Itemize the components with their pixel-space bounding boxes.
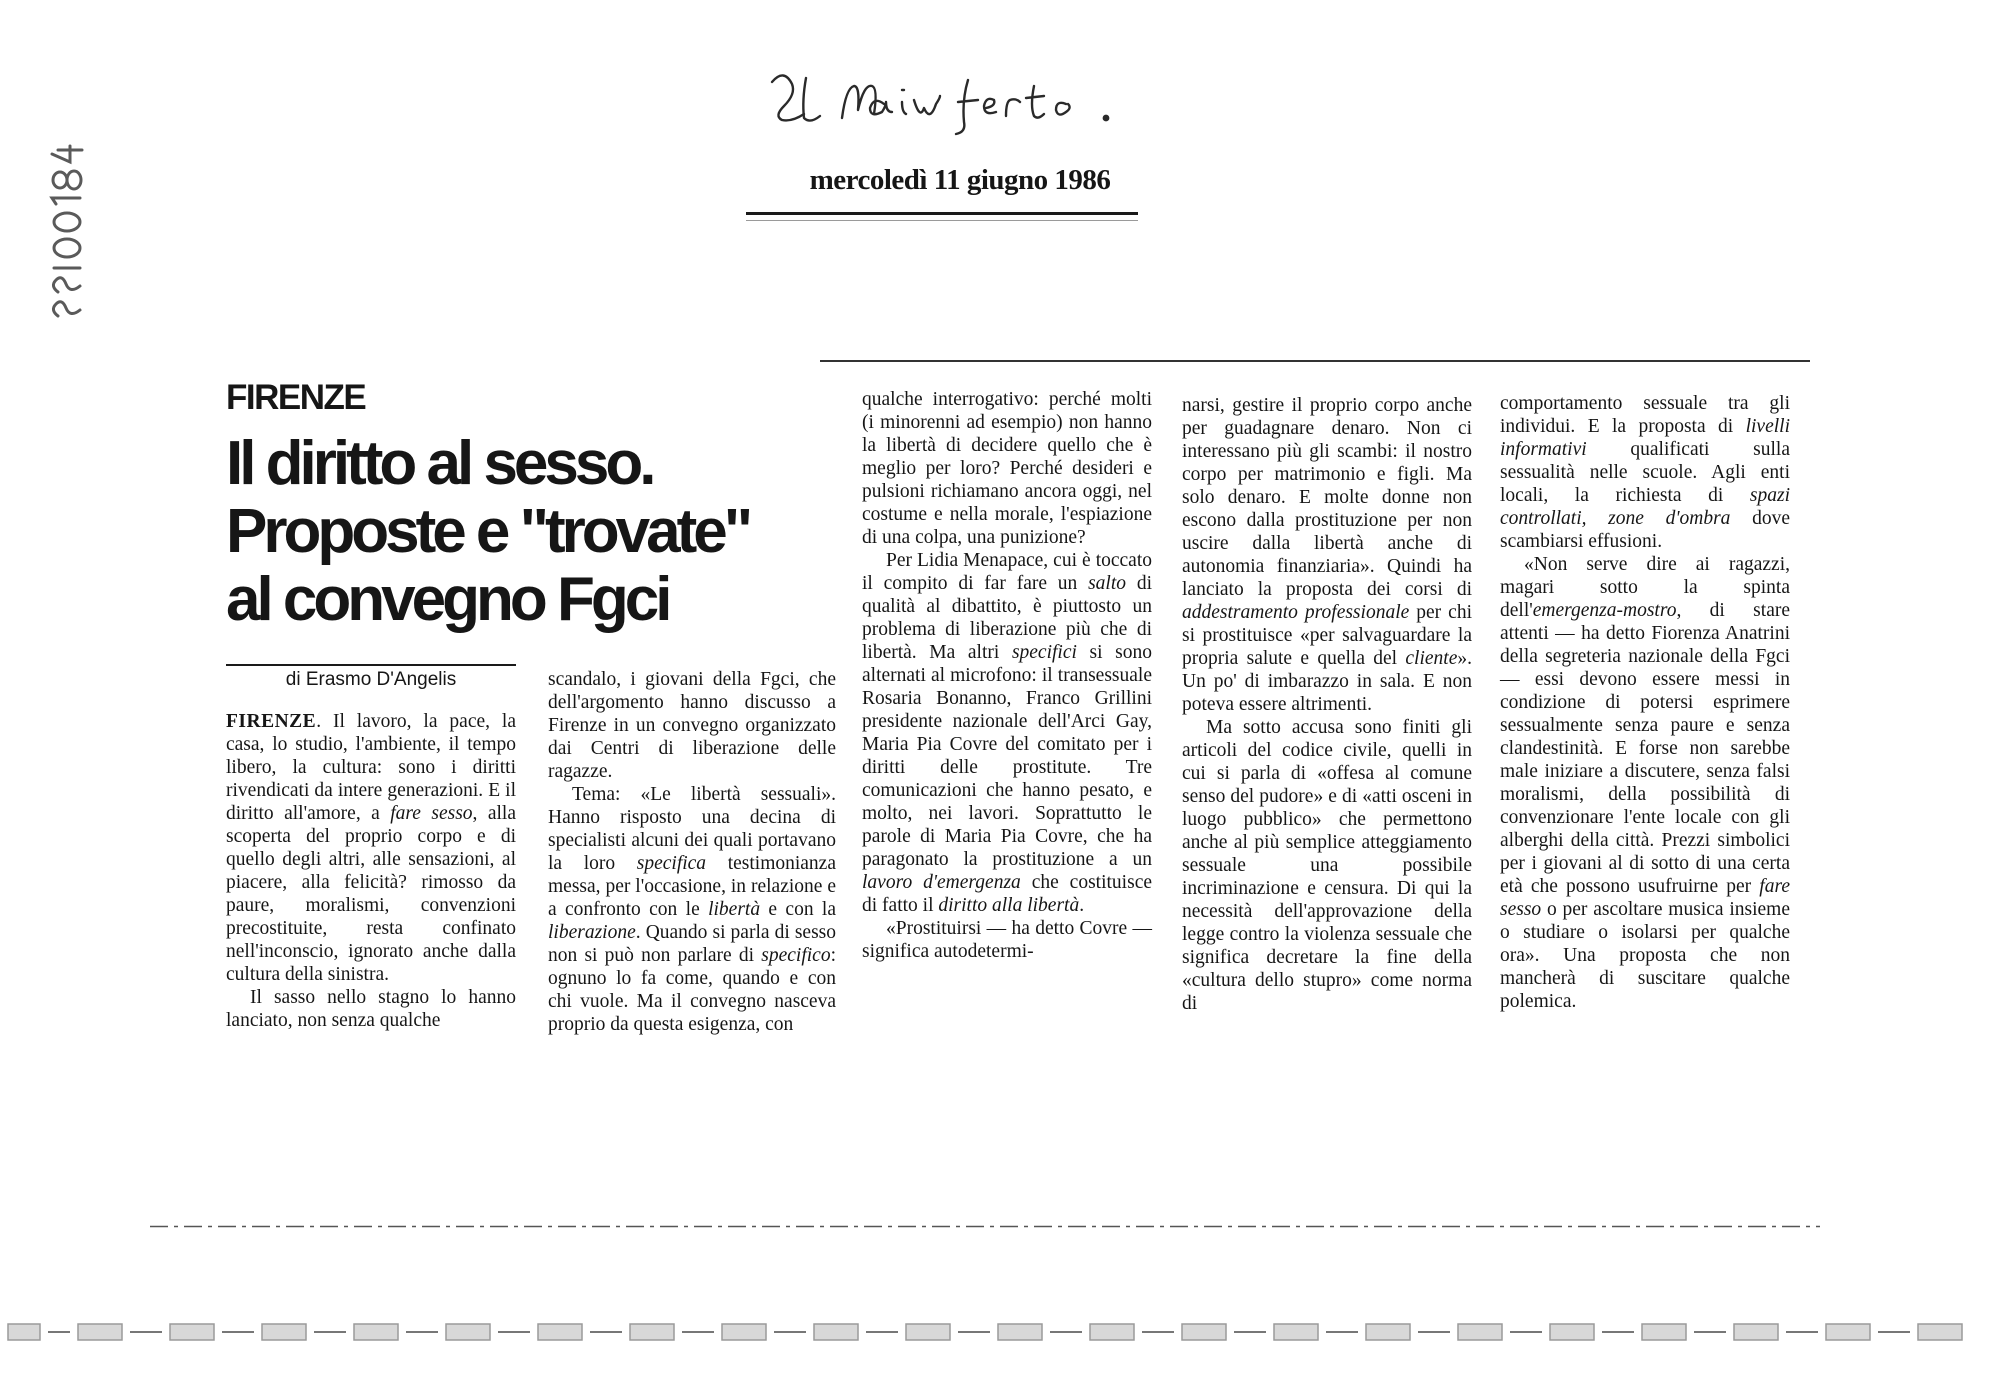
dateline: mercoledì 11 giugno 1986 — [809, 164, 1111, 196]
headline — [226, 430, 826, 634]
article-paragraph: FIRENZE. Il lavoro, la pace, la casa, lo studio, l'ambiente, il tempo libero, la cultura: sono i diritti rivendicati da intere generazioni. E il diritto all'amore, a fare sesso, alla scoperta del proprio corpo e di quello degli altri, alle sensazioni, al piacere, alla felicità? rimosso da paure, moralismi, convenzioni precostituite, resta confinato nell'inconscio, ignorato anche dalla cultura della sinistra. — [226, 711, 516, 985]
top-separator — [820, 360, 1810, 362]
article-column — [226, 710, 516, 1032]
kicker: FIRENZE — [226, 378, 366, 417]
article-paragraph: narsi, gestire il proprio corpo anche per guadagnare denaro. Non ci interessano più gli scambi: il nostro corpo per matrimonio e figli. Ma solo denaro. E molte donne non escono dalla prostituzione per non uscire dalla libertà anche di autonomia finanziaria». Quindi ha lanciato la proposta dei corsi di addestramento professionale per chi si prostituisce «per salvaguardare la propria salute e quella del cliente». Un po' di imbarazzo in sala. E non poteva essere altrimenti. — [1182, 395, 1472, 715]
article-paragraph: scandalo, i giovani della Fgci, che dell'argomento hanno discusso a Firenze in un convegno organizzato dai Centri di liberazione delle ragazze. — [548, 669, 836, 782]
article-column — [1182, 394, 1472, 1015]
archive-code-handwriting — [30, 95, 120, 325]
headline-line: Proposte e "trovate" — [226, 497, 750, 566]
article-paragraph: «Prostituirsi — ha detto Covre — significa autodetermi- — [862, 918, 1152, 962]
byline-rule — [226, 664, 516, 666]
article-paragraph: Tema: «Le libertà sessuali». Hanno risposto una decina di specialisti alcuni dei quali portavano la loro specifica testimonianza messa, per l'occasione, in relazione e a confronto con le libertà e con la liberazione. Quando si parla di sesso non si può non parlare di specifico: ognuno lo fa come, quando e con chi vuole. Ma il convegno nasceva proprio da questa esigenza, con — [548, 784, 836, 1035]
masthead-rule-shadow — [746, 220, 1138, 221]
article-paragraph: Il sasso nello stagno lo hanno lanciato, non senza qualche — [226, 987, 516, 1031]
scanner-strip — [0, 1318, 2000, 1348]
article-paragraph: «Non serve dire ai ragazzi, magari sotto la spinta dell'emergenza-mostro, di stare attenti — ha detto Fiorenza Anatrini della segreteria nazionale della Fgci — essi devono essere messi in condizione di potersi esprimere sessualmente senza paure e senza clandestinità. E forse non sarebbe male iniziare a discutere, senza falsi moralismi, della possibilità di convenzionare l'ente locale con gli alberghi della città. Prezzi simbolici per i giovani al di sotto di una certa età che possono usufruirne per fare sesso o per ascoltare musica insieme o studiare o isolarsi per qualche ora». Una proposta che non mancherà di suscitare qualche polemica. — [1500, 554, 1790, 1012]
headline-line: al convegno Fgci — [226, 565, 669, 634]
byline: di Erasmo D'Angelis — [285, 669, 457, 690]
article-column — [862, 388, 1152, 963]
article-column — [548, 668, 836, 1036]
fold-line — [150, 1215, 1820, 1218]
article-paragraph: Ma sotto accusa sono finiti gli articoli del codice civile, quelli in cui si parla di «offesa al comune senso del pudore» e di «atti osceni in luogo pubblico» che permettono anche al più semplice atteggiamento sessuale una possibile incriminazione e censura. Di qui la necessità dell'approvazione della legge contro la violenza sessuale che significa decretare la fine della «cultura dello stupro» come norma di — [1182, 717, 1472, 1014]
masthead-rule — [746, 212, 1138, 215]
article-paragraph: Per Lidia Menapace, cui è toccato il compito di far fare un salto di qualità al dibattito, è piuttosto un problema di liberazione più che di libertà. Ma altri specifici si sono alternati al microfono: il transessuale Rosaria Bonanno, Franco Grillini presidente nazionale dell'Arci Gay, Maria Pia Covre del comitato per i diritti delle prostitute. Tre comunicazioni che hanno pesato, e molto, nei lavori. Soprattutto le parole di Maria Pia Covre, che ha paragonato la prostituzione a un lavoro d'emergenza che costituisce di fatto il diritto alla libertà. — [862, 550, 1152, 916]
article-column — [1500, 392, 1790, 1013]
article-paragraph: comportamento sessuale tra gli individui. E la proposta di livelli informativi qualificati sulla sessualità nelle scuole. Agli enti locali, la richiesta di spazi controllati, zone d'ombra dove scambiarsi effusioni. — [1500, 393, 1790, 552]
headline-line: Il diritto al sesso. — [226, 429, 653, 498]
masthead-handwritten-title — [760, 60, 1140, 140]
article-paragraph: qualche interrogativo: perché molti (i minorenni ad esempio) non hanno la libertà di decidere quello che è meglio per loro? Perché desideri e pulsioni richiamano ancora oggi, nel costume e nella morale, l'espiazione di una colpa, una punizione? — [862, 389, 1152, 548]
